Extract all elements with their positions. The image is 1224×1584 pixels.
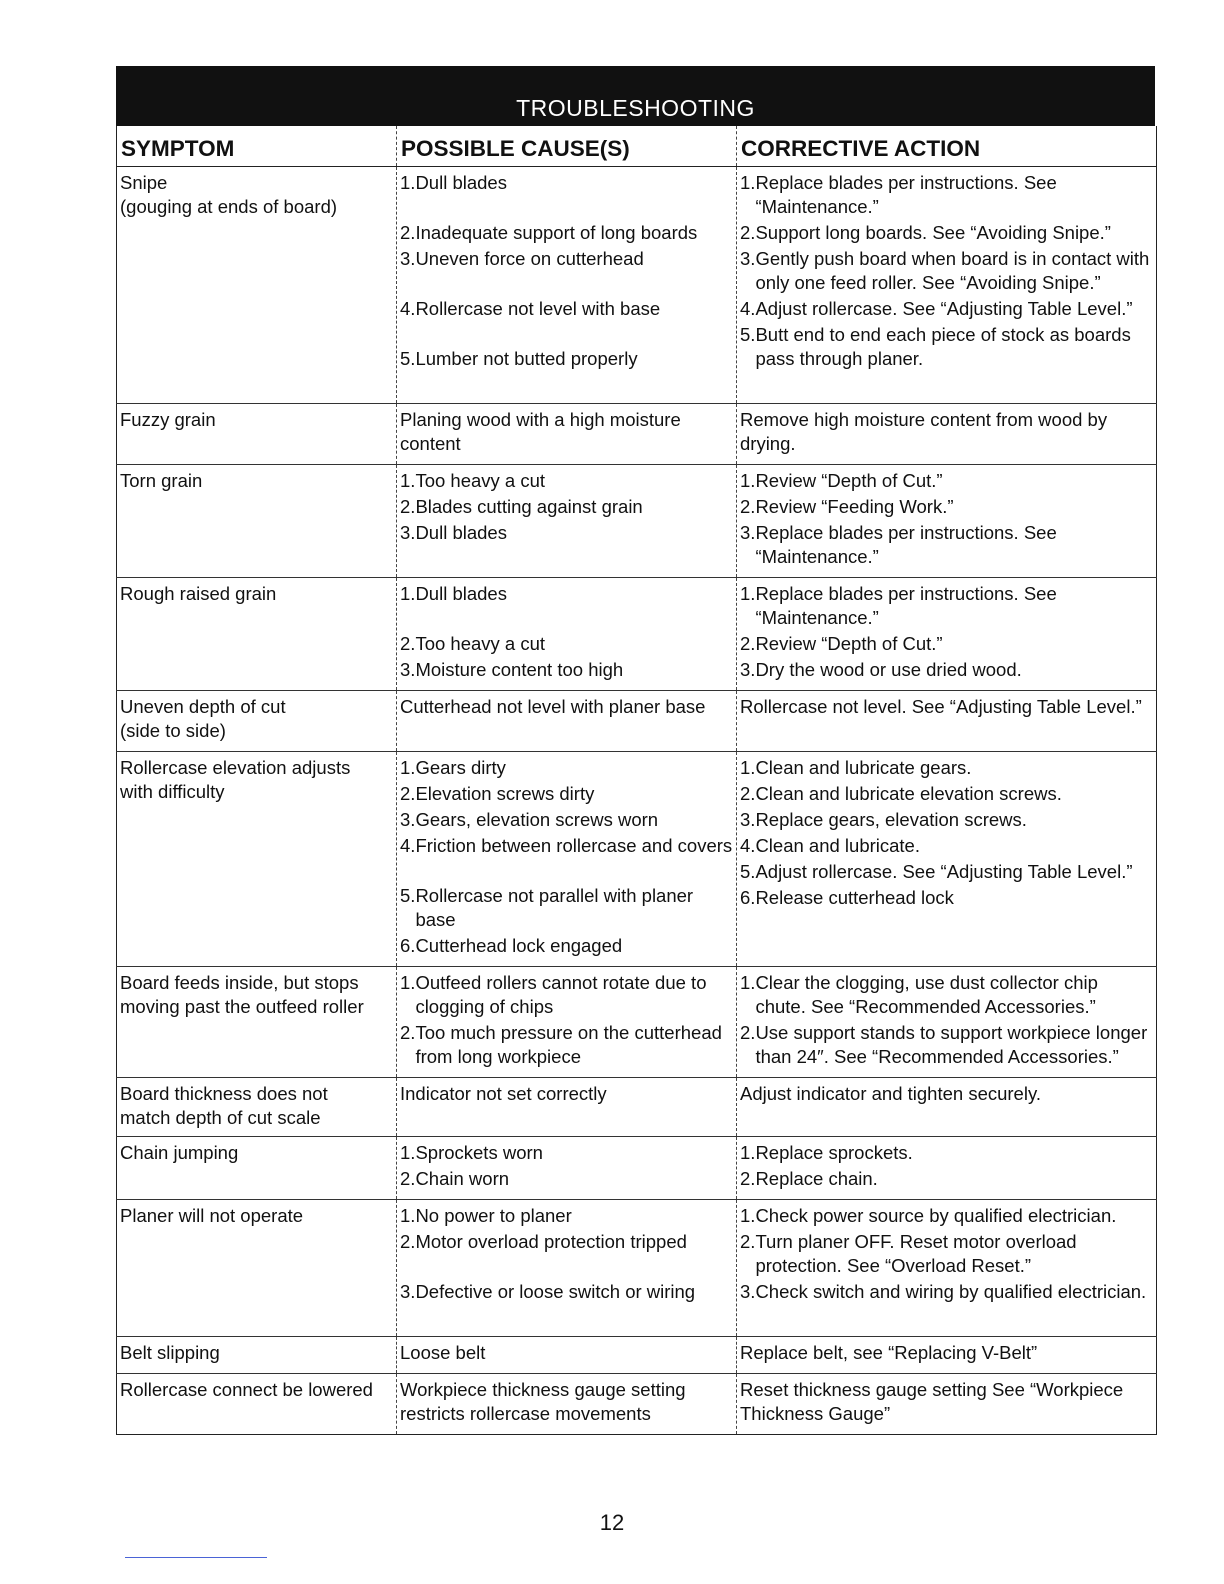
item-number: 3.: [400, 809, 416, 830]
action-cell: [737, 404, 1157, 465]
item-text: Cutterhead not level with planer base: [400, 696, 706, 717]
item-text: Dry the wood or use dried wood.: [755, 659, 1022, 680]
cause-cell: [397, 1137, 737, 1200]
item-text: Review “Depth of Cut.”: [755, 633, 943, 654]
cause-item: [400, 1341, 733, 1367]
symptom-cell: [117, 1137, 397, 1200]
item-text: Adjust indicator and tighten securely.: [740, 1083, 1041, 1104]
item-number: 2.: [400, 783, 416, 804]
table-row: [117, 752, 1157, 967]
symptom-text: Snipe: [120, 172, 168, 193]
item-number: 3.: [400, 659, 416, 680]
item-text: Loose belt: [400, 1342, 486, 1363]
action-cell: [737, 967, 1157, 1078]
item-text: Review “Feeding Work.”: [755, 496, 954, 517]
cause-cell: [397, 1078, 737, 1137]
item-text: Check power source by qualified electrician.: [755, 1205, 1117, 1226]
cause-item: [400, 782, 733, 808]
troubleshooting-table: [116, 126, 1157, 1435]
item-text: Replace belt, see “Replacing V-Belt”: [740, 1342, 1038, 1363]
symptom-text: (gouging at ends of board): [120, 196, 338, 217]
cause-item: [400, 582, 733, 632]
item-number: 2.: [740, 783, 756, 804]
item-number: 6.: [740, 887, 756, 908]
item-text: Cutterhead lock engaged: [415, 935, 623, 956]
item-text: Sprockets worn: [415, 1142, 543, 1163]
item-number: 3.: [400, 248, 416, 269]
action-item: [740, 1230, 1153, 1278]
symptom-cell: [117, 167, 397, 404]
item-text: Motor overload protection tripped: [415, 1231, 687, 1252]
action-item: [740, 1378, 1153, 1426]
item-text: Reset thickness gauge setting See “Workpiece Thickness Gauge”: [740, 1379, 1124, 1424]
symptom-text: Board thickness does not: [120, 1083, 328, 1104]
item-text: Gently push board when board is in contact with only one feed roller. See “Avoiding Snipe.”: [755, 248, 1150, 293]
table-row: [117, 1200, 1157, 1337]
item-text: No power to planer: [415, 1205, 572, 1226]
symptom-cell: [117, 752, 397, 967]
item-number: 1.: [400, 757, 416, 778]
item-number: 4.: [740, 835, 756, 856]
table-row: [117, 465, 1157, 578]
section-banner: [116, 66, 1155, 126]
action-item: [740, 632, 1153, 656]
item-number: 2.: [740, 1022, 756, 1043]
action-cell: [737, 1337, 1157, 1374]
item-text: Support long boards. See “Avoiding Snipe.”: [755, 222, 1111, 243]
table-row: [117, 691, 1157, 752]
symptom-text: Chain jumping: [120, 1142, 239, 1163]
cause-item: [400, 1204, 733, 1230]
item-number: 5.: [740, 324, 756, 345]
symptom-text: Board feeds inside, but stops: [120, 972, 359, 993]
item-number: 1.: [400, 470, 416, 491]
item-number: 1.: [740, 470, 756, 491]
action-item: [740, 1280, 1153, 1304]
item-number: 4.: [740, 298, 756, 319]
action-item: [740, 695, 1153, 719]
item-text: Replace blades per instructions. See “Maintenance.”: [755, 522, 1057, 567]
item-number: 2.: [400, 1231, 416, 1252]
cause-cell: [397, 691, 737, 752]
cause-item: [400, 1280, 733, 1330]
action-item: [740, 323, 1153, 371]
cause-item: [400, 756, 733, 782]
item-text: Use support stands to support workpiece longer than 24″. See “Recommended Accessories.”: [755, 1022, 1148, 1067]
item-number: 1.: [740, 757, 756, 778]
action-cell: [737, 1200, 1157, 1337]
action-item: [740, 247, 1153, 295]
item-text: Blades cutting against grain: [415, 496, 643, 517]
symptom-text: with difficulty: [120, 781, 225, 802]
symptom-text: moving past the outfeed roller: [120, 996, 364, 1017]
cause-item: [400, 347, 733, 397]
symptom-cell: [117, 1337, 397, 1374]
action-cell: [737, 1374, 1157, 1435]
action-item: [740, 1167, 1153, 1191]
item-text: Gears dirty: [415, 757, 506, 778]
cause-item: [400, 934, 733, 960]
symptom-text: Uneven depth of cut: [120, 696, 286, 717]
symptom-text: (side to side): [120, 720, 226, 741]
item-number: 1.: [400, 583, 416, 604]
table-row: [117, 967, 1157, 1078]
item-number: 3.: [400, 1281, 416, 1302]
item-number: 2.: [740, 1168, 756, 1189]
cause-item: [400, 1230, 733, 1280]
table-row: [117, 1374, 1157, 1435]
symptom-cell: [117, 967, 397, 1078]
cause-cell: [397, 752, 737, 967]
item-number: 5.: [400, 348, 416, 369]
section-title: TROUBLESHOOTING: [516, 95, 755, 121]
item-number: 1.: [740, 1205, 756, 1226]
item-number: 3.: [740, 659, 756, 680]
cause-item: [400, 1082, 733, 1108]
action-item: [740, 297, 1153, 321]
action-item: [740, 1341, 1153, 1365]
item-number: 1.: [740, 972, 756, 993]
item-text: Adjust rollercase. See “Adjusting Table Level.”: [755, 298, 1133, 319]
action-item: [740, 469, 1153, 493]
item-number: 3.: [400, 522, 416, 543]
cause-item: [400, 1378, 733, 1428]
item-text: Check switch and wiring by qualified electrician.: [755, 1281, 1147, 1302]
cause-item: [400, 408, 733, 458]
action-item: [740, 971, 1153, 1019]
cause-item: [400, 1167, 733, 1193]
page-number: 12: [599, 1510, 625, 1535]
cause-item: [400, 884, 733, 934]
item-text: Replace chain.: [755, 1168, 878, 1189]
action-cell: [737, 752, 1157, 967]
action-cell: [737, 691, 1157, 752]
item-text: Rollercase not level with base: [415, 298, 661, 319]
item-number: 3.: [740, 248, 756, 269]
item-number: 2.: [740, 633, 756, 654]
cause-cell: [397, 1374, 737, 1435]
cause-cell: [397, 967, 737, 1078]
item-text: Planing wood with a high moisture content: [400, 409, 681, 454]
cause-cell: [397, 1200, 737, 1337]
item-text: Workpiece thickness gauge setting restricts rollercase movements: [400, 1379, 686, 1424]
item-number: 1.: [740, 583, 756, 604]
symptom-text: Fuzzy grain: [120, 409, 216, 430]
item-text: Too much pressure on the cutterhead from long workpiece: [415, 1022, 722, 1067]
table-body: [117, 167, 1157, 1435]
action-item: [740, 1141, 1153, 1165]
table-row: [117, 167, 1157, 404]
action-item: [740, 408, 1153, 456]
item-text: Dull blades: [415, 583, 507, 604]
cause-cell: [397, 404, 737, 465]
action-item: [740, 521, 1153, 569]
item-number: 1.: [740, 172, 756, 193]
cause-item: [400, 297, 733, 347]
cause-cell: [397, 578, 737, 691]
action-item: [740, 860, 1153, 884]
cause-cell: [397, 167, 737, 404]
symptom-text: Rollercase connect be lowered: [120, 1379, 373, 1400]
item-text: Dull blades: [415, 172, 507, 193]
item-text: Remove high moisture content from wood by drying.: [740, 409, 1108, 454]
item-number: 2.: [400, 633, 416, 654]
item-number: 2.: [740, 222, 756, 243]
item-text: Too heavy a cut: [415, 470, 546, 491]
item-text: Replace blades per instructions. See “Maintenance.”: [755, 172, 1057, 217]
item-text: Rollercase not level. See “Adjusting Table Level.”: [740, 696, 1142, 717]
item-number: 1.: [400, 1205, 416, 1226]
table-row: [117, 1137, 1157, 1200]
item-text: Replace blades per instructions. See “Maintenance.”: [755, 583, 1057, 628]
item-number: 3.: [740, 522, 756, 543]
symptom-text: Planer will not operate: [120, 1205, 304, 1226]
item-text: Indicator not set correctly: [400, 1083, 607, 1104]
action-item: [740, 658, 1153, 682]
action-item: [740, 1082, 1153, 1106]
item-text: Chain worn: [415, 1168, 510, 1189]
item-number: 2.: [740, 1231, 756, 1252]
item-text: Clean and lubricate gears.: [755, 757, 972, 778]
action-item: [740, 582, 1153, 630]
cause-item: [400, 632, 733, 658]
item-number: 5.: [740, 861, 756, 882]
cause-header: POSSIBLE CAUSE(S): [397, 126, 737, 167]
action-cell: [737, 1078, 1157, 1137]
cause-item: [400, 1141, 733, 1167]
item-text: Turn planer OFF. Reset motor overload protection. See “Overload Reset.”: [755, 1231, 1077, 1276]
action-item: [740, 1021, 1153, 1069]
item-text: Lumber not butted properly: [415, 348, 638, 369]
item-text: Clean and lubricate elevation screws.: [755, 783, 1062, 804]
item-text: Clear the clogging, use dust collector chip chute. See “Recommended Accessories.”: [755, 972, 1098, 1017]
table-row: [117, 1337, 1157, 1374]
table-row: [117, 404, 1157, 465]
cause-item: [400, 469, 733, 495]
action-item: [740, 886, 1153, 910]
cause-item: [400, 171, 733, 221]
item-text: Review “Depth of Cut.”: [755, 470, 943, 491]
action-item: [740, 221, 1153, 245]
item-number: 2.: [400, 222, 416, 243]
item-text: Uneven force on cutterhead: [415, 248, 644, 269]
cause-item: [400, 971, 733, 1021]
cause-cell: [397, 1337, 737, 1374]
item-text: Inadequate support of long boards: [415, 222, 698, 243]
action-cell: [737, 465, 1157, 578]
action-item: [740, 495, 1153, 519]
table-row: [117, 1078, 1157, 1137]
item-text: Gears, elevation screws worn: [415, 809, 659, 830]
item-text: Defective or loose switch or wiring: [415, 1281, 696, 1302]
symptom-text: Rough raised grain: [120, 583, 277, 604]
symptom-cell: [117, 404, 397, 465]
item-number: 1.: [400, 1142, 416, 1163]
item-text: Elevation screws dirty: [415, 783, 595, 804]
cause-item: [400, 695, 733, 745]
symptom-text: match depth of cut scale: [120, 1107, 321, 1128]
action-item: [740, 834, 1153, 858]
cause-item: [400, 1021, 733, 1071]
item-number: 2.: [400, 496, 416, 517]
item-text: Friction between rollercase and covers: [415, 835, 733, 856]
item-text: Clean and lubricate.: [755, 835, 920, 856]
action-item: [740, 756, 1153, 780]
item-number: 5.: [400, 885, 416, 906]
cause-item: [400, 834, 733, 884]
item-number: 1.: [400, 172, 416, 193]
item-text: Too heavy a cut: [415, 633, 546, 654]
symptom-cell: [117, 465, 397, 578]
cause-cell: [397, 465, 737, 578]
symptom-header: SYMPTOM: [117, 126, 397, 167]
table-header-row: [117, 126, 1157, 167]
cause-item: [400, 495, 733, 521]
action-item: [740, 808, 1153, 832]
cause-item: [400, 521, 733, 571]
table-row: [117, 578, 1157, 691]
item-number: 6.: [400, 935, 416, 956]
action-item: [740, 782, 1153, 806]
item-text: Butt end to end each piece of stock as boards pass through planer.: [755, 324, 1131, 369]
item-number: 3.: [740, 809, 756, 830]
item-text: Adjust rollercase. See “Adjusting Table Level.”: [755, 861, 1133, 882]
item-number: 1.: [400, 972, 416, 993]
symptom-cell: [117, 1374, 397, 1435]
symptom-cell: [117, 578, 397, 691]
cause-item: [400, 247, 733, 297]
action-cell: [737, 1137, 1157, 1200]
footer-rule: [125, 1557, 267, 1558]
action-cell: [737, 578, 1157, 691]
action-item: [740, 1204, 1153, 1228]
action-item: [740, 171, 1153, 219]
item-text: Rollercase not parallel with planer base: [415, 885, 694, 930]
cause-item: [400, 808, 733, 834]
symptom-cell: [117, 691, 397, 752]
item-number: 3.: [740, 1281, 756, 1302]
cause-item: [400, 658, 733, 684]
action-header: CORRECTIVE ACTION: [737, 126, 1157, 167]
item-number: 4.: [400, 835, 416, 856]
item-text: Moisture content too high: [415, 659, 624, 680]
item-number: 2.: [400, 1168, 416, 1189]
cause-item: [400, 221, 733, 247]
item-number: 2.: [740, 496, 756, 517]
item-text: Release cutterhead lock: [755, 887, 954, 908]
item-text: Outfeed rollers cannot rotate due to clogging of chips: [415, 972, 707, 1017]
symptom-cell: [117, 1078, 397, 1137]
item-text: Replace sprockets.: [755, 1142, 913, 1163]
item-number: 1.: [740, 1142, 756, 1163]
item-text: Dull blades: [415, 522, 507, 543]
item-number: 2.: [400, 1022, 416, 1043]
symptom-text: Rollercase elevation adjusts: [120, 757, 351, 778]
symptom-text: Belt slipping: [120, 1342, 220, 1363]
action-cell: [737, 167, 1157, 404]
symptom-cell: [117, 1200, 397, 1337]
item-number: 4.: [400, 298, 416, 319]
symptom-text: Torn grain: [120, 470, 203, 491]
item-text: Replace gears, elevation screws.: [755, 809, 1027, 830]
